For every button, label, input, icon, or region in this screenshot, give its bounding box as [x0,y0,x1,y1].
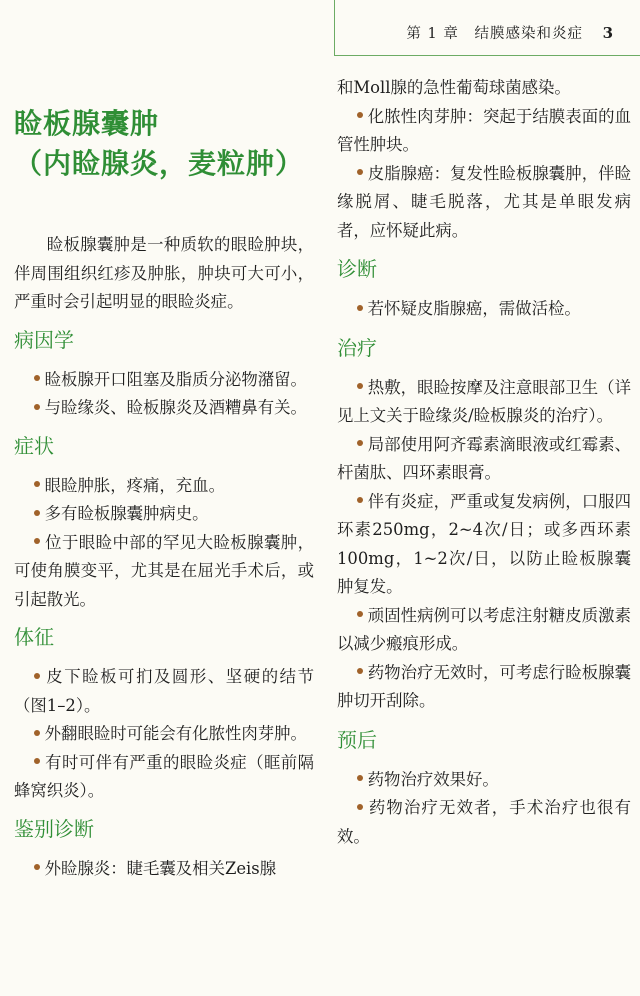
continued-text: 和Moll腺的急性葡萄球菌感染。 [337,78,571,97]
section-heading-prognosis: 预后 [337,727,377,752]
list-item: 药物治疗无效时，可考虑行睑板腺囊肿切开刮除。 [337,659,631,716]
section-heading-treatment: 治疗 [337,335,377,360]
list-item: 伴有炎症，严重或复发病例，口服四环素250mg，2~4次/日；或多西环素100mg，1~2次/日，以防止睑板腺囊肿复发。 [337,488,631,602]
list-item: 睑板腺开口阻塞及脂质分泌物潴留。 [14,366,314,395]
list-item: 与睑缘炎、睑板腺炎及酒糟鼻有关。 [14,394,314,423]
list-item: 药物治疗效果好。 [337,766,631,795]
symptoms-list [14,472,314,615]
list-item: 局部使用阿齐霉素滴眼液或红霉素、杆菌肽、四环素眼膏。 [337,431,631,488]
list-item: 顽固性病例可以考虑注射糖皮质激素以减少瘢痕形成。 [337,602,631,659]
header-text [406,22,614,43]
section-heading-symptoms: 症状 [14,433,54,458]
list-item: 多有睑板腺囊肿病史。 [14,500,314,529]
etiology-list [14,366,314,423]
list-item: 眼睑肿胀，疼痛，充血。 [14,472,314,501]
chapter-number: 第 1 章 [406,26,459,42]
signs-list [14,663,314,806]
chapter-title: 结膜感染和炎症 [474,26,583,42]
list-item: 热敷，眼睑按摩及注意眼部卫生（详见上文关于睑缘炎/睑板腺炎的治疗）。 [337,374,631,431]
title-line-2: （内睑腺炎，麦粒肿） [14,147,305,180]
article-title [14,104,314,184]
section-heading-differential: 鉴别诊断 [14,816,94,841]
section-heading-signs: 体征 [14,625,54,649]
list-item: 药物治疗无效者，手术治疗也很有效。 [337,794,631,851]
prognosis-list [337,766,631,852]
running-header [334,0,640,56]
diagnosis-list [337,295,631,324]
intro-paragraph: 睑板腺囊肿是一种质软的眼睑肿块，伴周围组织红疹及肿胀，肿块可大可小，严重时会引起明显的眼睑炎症。 [14,235,314,311]
list-item: 化脓性肉芽肿：突起于结膜表面的血管性肿块。 [337,103,631,160]
treatment-list [337,374,631,716]
right-column [337,74,631,851]
list-item: 皮脂腺癌：复发性睑板腺囊肿，伴睑缘脱屑、睫毛脱落，尤其是单眼发病者，应怀疑此病。 [337,160,631,246]
list-item: 外睑腺炎：睫毛囊及相关Zeis腺 [14,855,314,884]
left-column [14,104,314,883]
section-heading-etiology: 病因学 [14,327,74,352]
list-item: 外翻眼睑时可能会有化脓性肉芽肿。 [14,720,314,749]
section-heading-diagnosis: 诊断 [337,257,377,281]
title-line-1: 睑板腺囊肿 [14,107,160,140]
page-number: 3 [602,24,614,42]
list-item: 有时可伴有严重的眼睑炎症（眶前隔蜂窝织炎）。 [14,749,314,806]
list-item: 皮下睑板可扪及圆形、坚硬的结节（图1–2）。 [14,663,314,720]
list-item: 位于眼睑中部的罕见大睑板腺囊肿，可使角膜变平，尤其是在屈光手术后，或引起散光。 [14,529,314,615]
list-item: 若怀疑皮脂腺癌，需做活检。 [337,295,631,324]
differential-list [14,855,314,884]
